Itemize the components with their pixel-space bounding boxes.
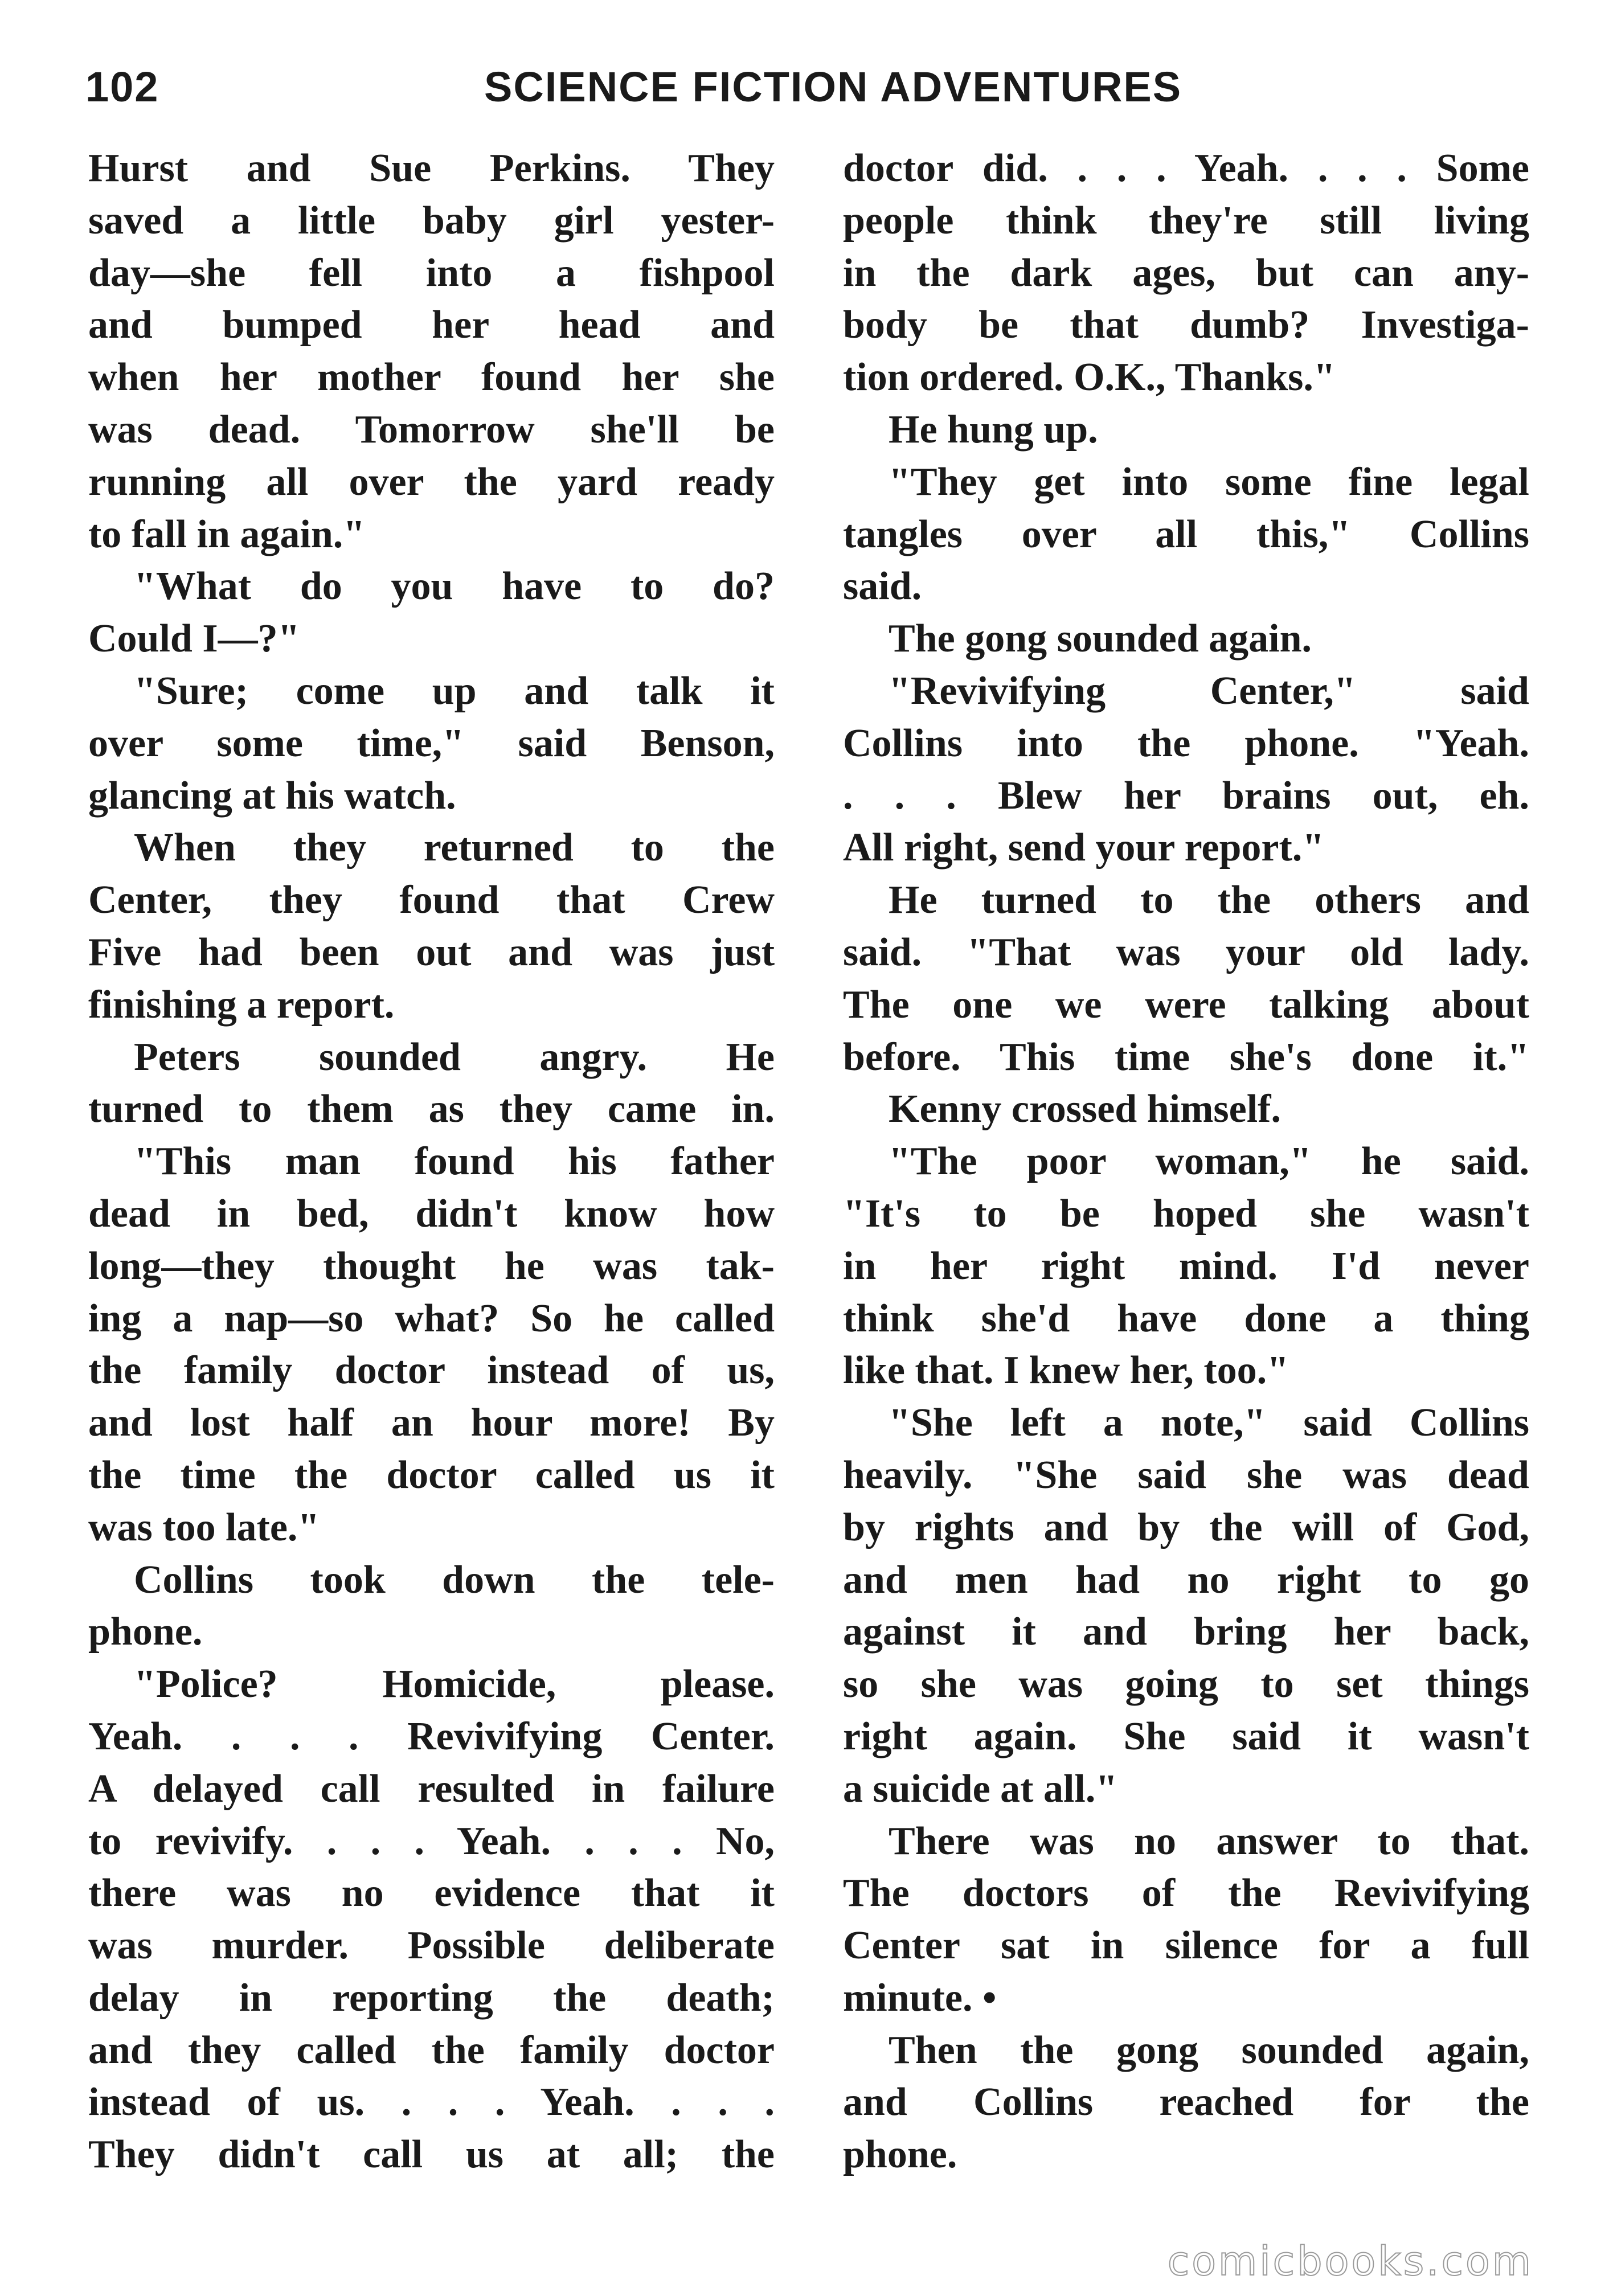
text-line: Collins took down the tele- [134, 1557, 775, 1602]
text-line: phone. [88, 1610, 203, 1654]
text-line: phone. [843, 2133, 957, 2177]
right-text-column [843, 142, 1529, 2204]
text-line: saved a little baby girl yester- [88, 198, 775, 243]
text-line: right again. She said it wasn't [843, 1714, 1529, 1758]
text-line: Collins into the phone. "Yeah. [843, 721, 1529, 765]
text-line: A delayed call resulted in failure [88, 1766, 775, 1811]
text-line: and lost half an hour more! By [88, 1401, 775, 1445]
left-text-column [88, 142, 775, 2204]
text-line: Could I—?" [88, 617, 300, 661]
text-line: by rights and by the will of God, [843, 1505, 1529, 1549]
text-line: "The poor woman," he said. [889, 1139, 1529, 1184]
text-line: in her right mind. I'd never [843, 1244, 1529, 1288]
text-line: dead in bed, didn't know how [88, 1191, 775, 1236]
text-line: The one we were talking about [843, 982, 1529, 1027]
text-line: When they returned to the [134, 826, 775, 870]
text-line: "She left a note," said Collins [889, 1401, 1529, 1445]
text-line: Yeah. . . . Revivifying Center. [88, 1714, 775, 1758]
text-line: and bumped her head and [88, 303, 775, 347]
text-line: there was no evidence that it [88, 1871, 775, 1916]
text-line: the time the doctor called us it [88, 1453, 775, 1497]
text-line: day—she fell into a fishpool [88, 251, 775, 295]
running-title: SCIENCE FICTION ADVENTURES [484, 63, 1182, 110]
text-line: and Collins reached for the [843, 2080, 1529, 2125]
page-number: 102 [85, 63, 159, 110]
text-line: All right, send your report." [843, 826, 1325, 870]
text-line: said. [843, 564, 922, 609]
text-line: said. "That was your old lady. [843, 930, 1529, 974]
text-line: The doctors of the Revivifying [843, 1871, 1529, 1916]
text-line: and they called the family doctor [88, 2028, 775, 2072]
text-line: Kenny crossed himself. [889, 1087, 1281, 1131]
text-line: ing a nap—so what? So he called [88, 1296, 775, 1340]
text-line: heavily. "She said she was dead [843, 1453, 1529, 1497]
text-line: to fall in again." [88, 512, 366, 556]
text-line: They didn't call us at all; the [88, 2133, 775, 2177]
text-line: instead of us. . . . Yeah. . . . [88, 2080, 775, 2125]
text-line: "They get into some fine legal [889, 460, 1529, 504]
text-line: Center, they found that Crew [88, 878, 775, 922]
text-line: body be that dumb? Investiga- [843, 303, 1529, 347]
text-line: glancing at his watch. [88, 773, 456, 818]
text-line: against it and bring her back, [843, 1610, 1529, 1654]
text-line: over some time," said Benson, [88, 721, 775, 765]
text-line: delay in reporting the death; [88, 1975, 775, 2020]
text-line: to revivify. . . . Yeah. . . . No, [88, 1819, 775, 1863]
text-line: minute. • [843, 1975, 997, 2020]
text-line: "It's to be hoped she wasn't [843, 1191, 1529, 1236]
text-line: turned to them as they came in. [88, 1087, 775, 1131]
text-line: He hung up. [889, 407, 1098, 452]
text-line: in the dark ages, but can any- [843, 251, 1529, 295]
text-line: There was no answer to that. [889, 1819, 1529, 1863]
text-line: and men had no right to go [843, 1557, 1529, 1602]
text-line: so she was going to set things [843, 1662, 1529, 1707]
text-line: like that. I knew her, too." [843, 1348, 1289, 1393]
text-line: a suicide at all." [843, 1766, 1118, 1811]
text-line: Center sat in silence for a full [843, 1924, 1529, 1968]
text-line: "Revivifying Center," said [889, 669, 1529, 713]
text-line: the family doctor instead of us, [88, 1348, 775, 1393]
text-line: "What do you have to do? [134, 564, 775, 609]
text-line: "Sure; come up and talk it [134, 669, 775, 713]
text-line: The gong sounded again. [889, 617, 1312, 661]
text-line: was murder. Possible deliberate [88, 1924, 775, 1968]
text-line: tangles over all this," Collins [843, 512, 1529, 556]
text-line: "Police? Homicide, please. [134, 1662, 775, 1707]
text-line: running all over the yard ready [88, 460, 775, 504]
text-line: Then the gong sounded again, [889, 2028, 1529, 2072]
page-header [0, 0, 1613, 154]
text-line: was dead. Tomorrow she'll be [88, 407, 775, 452]
text-line: doctor did. . . . Yeah. . . . Some [843, 146, 1529, 190]
text-line: tion ordered. O.K., Thanks." [843, 355, 1336, 400]
text-line: long—they thought he was tak- [88, 1244, 775, 1288]
text-line: was too late." [88, 1505, 320, 1549]
text-line: think she'd have done a thing [843, 1296, 1529, 1340]
text-line: when her mother found her she [88, 355, 775, 400]
text-line: Five had been out and was just [88, 930, 775, 974]
text-line: . . . Blew her brains out, eh. [843, 773, 1529, 818]
watermark: comicbooks.com [1167, 2238, 1533, 2285]
text-line: Peters sounded angry. He [134, 1035, 775, 1079]
text-line: He turned to the others and [889, 878, 1529, 922]
text-line: people think they're still living [843, 198, 1529, 243]
text-line: Hurst and Sue Perkins. They [88, 146, 775, 190]
text-line: finishing a report. [88, 982, 395, 1027]
text-line: before. This time she's done it." [843, 1035, 1529, 1079]
text-line: "This man found his father [134, 1139, 775, 1184]
